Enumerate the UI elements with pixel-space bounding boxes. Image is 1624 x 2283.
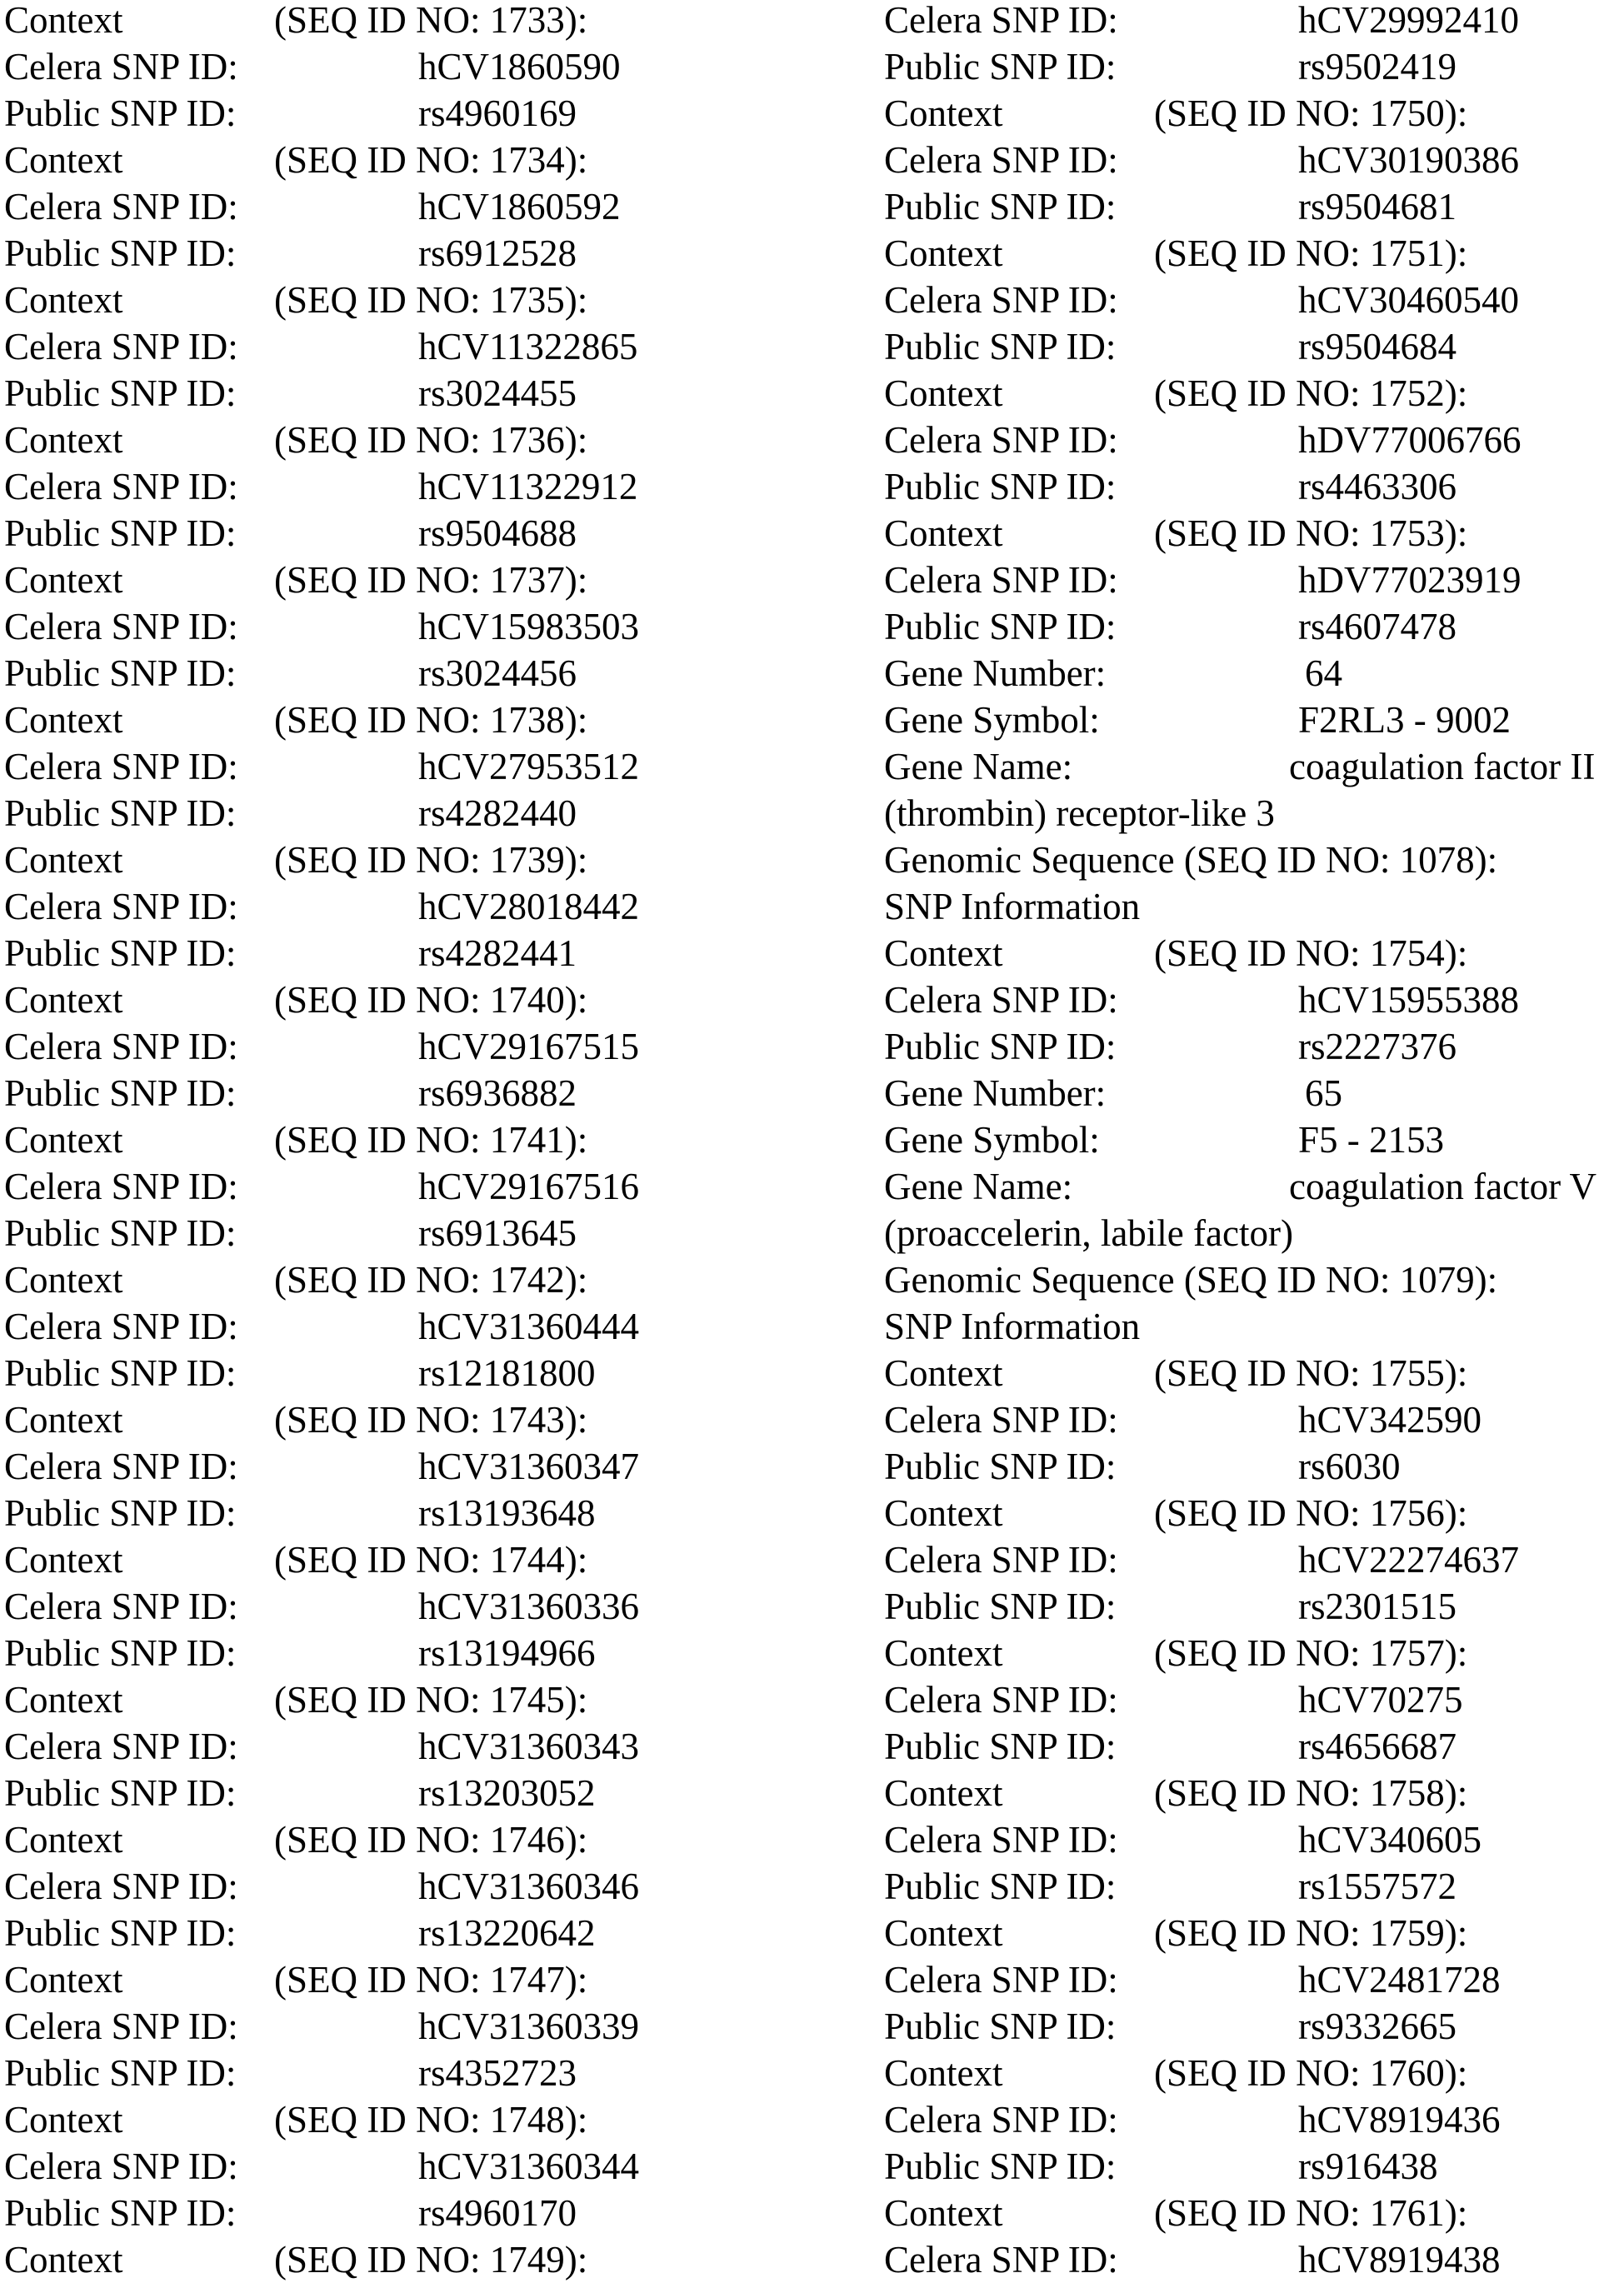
field-value: rs9504688 [418, 510, 577, 557]
field-label: Celera SNP ID: [884, 2096, 1118, 2143]
field-value: rs2227376 [1298, 1023, 1457, 1070]
field-value: (SEQ ID NO: 1749): [274, 2236, 587, 2283]
text-line: Genomic Sequence (SEQ ID NO: 1078): [884, 837, 1497, 883]
field-value: 65 [1305, 1070, 1342, 1117]
field-value: hCV8919436 [1298, 2096, 1501, 2143]
field-label: Public SNP ID: [4, 1630, 236, 1676]
field-label: Context [884, 230, 1003, 277]
field-value: hCV29167516 [418, 1163, 639, 1210]
field-value: (SEQ ID NO: 1740): [274, 977, 587, 1023]
field-value: rs2301515 [1298, 1583, 1457, 1630]
field-label: Context [4, 1816, 123, 1863]
field-label: Public SNP ID: [884, 1863, 1116, 1910]
field-value: (SEQ ID NO: 1750): [1154, 90, 1467, 137]
field-value: (SEQ ID NO: 1739): [274, 837, 587, 883]
field-value: rs916438 [1298, 2143, 1438, 2190]
field-label: Celera SNP ID: [4, 1023, 238, 1070]
field-value: F5 - 2153 [1298, 1117, 1444, 1163]
field-label: Celera SNP ID: [884, 1816, 1118, 1863]
field-value: rs9504684 [1298, 323, 1457, 370]
field-label: Context [884, 2050, 1003, 2096]
field-value: (SEQ ID NO: 1745): [274, 1676, 587, 1723]
field-value: hCV342590 [1298, 1396, 1482, 1443]
field-value: (SEQ ID NO: 1755): [1154, 1350, 1467, 1396]
field-value: hCV15955388 [1298, 977, 1519, 1023]
field-label: Gene Symbol: [884, 1117, 1100, 1163]
field-label: Context [4, 2096, 123, 2143]
field-value: (SEQ ID NO: 1742): [274, 1256, 587, 1303]
field-value: (SEQ ID NO: 1733): [274, 0, 587, 43]
text-line: Genomic Sequence (SEQ ID NO: 1079): [884, 1256, 1497, 1303]
field-value: hCV31360444 [418, 1303, 639, 1350]
field-label: Celera SNP ID: [884, 1956, 1118, 2003]
field-label: Context [884, 510, 1003, 557]
field-value: hCV31360343 [418, 1723, 639, 1770]
field-value: 64 [1305, 650, 1342, 697]
field-label: Celera SNP ID: [4, 323, 238, 370]
field-label: Public SNP ID: [4, 1770, 236, 1816]
text-line: SNP Information [884, 1303, 1140, 1350]
field-label: Public SNP ID: [884, 183, 1116, 230]
field-label: Context [884, 1490, 1003, 1536]
field-label: Context [4, 0, 123, 43]
right-column [884, 0, 1624, 2283]
field-value: hCV28018442 [418, 883, 639, 930]
field-label: Context [4, 137, 123, 183]
field-value: (SEQ ID NO: 1738): [274, 697, 587, 743]
field-value: F2RL3 - 9002 [1298, 697, 1511, 743]
field-value: (SEQ ID NO: 1741): [274, 1117, 587, 1163]
field-value: rs9504681 [1298, 183, 1457, 230]
field-label: Context [4, 1256, 123, 1303]
field-value: (SEQ ID NO: 1756): [1154, 1490, 1467, 1536]
field-value: rs3024455 [418, 370, 577, 417]
field-label: Public SNP ID: [4, 2190, 236, 2236]
field-value: (SEQ ID NO: 1743): [274, 1396, 587, 1443]
field-value: hCV11322865 [418, 323, 637, 370]
field-value: (SEQ ID NO: 1760): [1154, 2050, 1467, 2096]
field-label: Public SNP ID: [4, 90, 236, 137]
field-label: Context [4, 1676, 123, 1723]
field-value: hCV8919438 [1298, 2236, 1501, 2283]
field-value: (SEQ ID NO: 1753): [1154, 510, 1467, 557]
field-value: (SEQ ID NO: 1744): [274, 1536, 587, 1583]
field-label: Celera SNP ID: [4, 1303, 238, 1350]
field-value: (SEQ ID NO: 1751): [1154, 230, 1467, 277]
field-label: Celera SNP ID: [4, 1443, 238, 1490]
field-value: (SEQ ID NO: 1736): [274, 417, 587, 463]
field-label: Celera SNP ID: [884, 1676, 1118, 1723]
field-label: Context [884, 1630, 1003, 1676]
field-label: Public SNP ID: [4, 1350, 236, 1396]
field-label: Context [884, 2190, 1003, 2236]
field-label: Context [884, 930, 1003, 977]
field-value: rs4463306 [1298, 463, 1457, 510]
field-label: Context [4, 277, 123, 323]
field-label: Celera SNP ID: [4, 603, 238, 650]
field-value: hCV15983503 [418, 603, 639, 650]
text-line: SNP Information [884, 883, 1140, 930]
field-value: hCV340605 [1298, 1816, 1482, 1863]
field-value: rs6030 [1298, 1443, 1401, 1490]
field-label: Celera SNP ID: [884, 2236, 1118, 2283]
field-value: (SEQ ID NO: 1754): [1154, 930, 1467, 977]
field-label: Celera SNP ID: [884, 0, 1118, 43]
field-value: hCV22274637 [1298, 1536, 1519, 1583]
field-value: (SEQ ID NO: 1761): [1154, 2190, 1467, 2236]
field-label: Public SNP ID: [884, 1023, 1116, 1070]
field-label: Celera SNP ID: [884, 137, 1118, 183]
field-value: rs4607478 [1298, 603, 1457, 650]
field-value: hCV1860590 [418, 43, 621, 90]
field-label: Celera SNP ID: [4, 1723, 238, 1770]
field-value: rs13194966 [418, 1630, 596, 1676]
field-label: Celera SNP ID: [4, 883, 238, 930]
field-label: Public SNP ID: [884, 1583, 1116, 1630]
field-label: Context [4, 697, 123, 743]
field-label: Public SNP ID: [884, 603, 1116, 650]
field-value: rs9332665 [1298, 2003, 1457, 2050]
field-label: Celera SNP ID: [884, 977, 1118, 1023]
field-label: Context [884, 1350, 1003, 1396]
field-value: (SEQ ID NO: 1734): [274, 137, 587, 183]
field-label: Public SNP ID: [4, 370, 236, 417]
field-value: rs3024456 [418, 650, 577, 697]
field-value: rs13220642 [418, 1910, 596, 1956]
field-label: Public SNP ID: [4, 790, 236, 837]
field-label: Context [884, 90, 1003, 137]
field-label: Context [4, 417, 123, 463]
field-value: rs4282440 [418, 790, 577, 837]
field-value: rs13193648 [418, 1490, 596, 1536]
field-label: Celera SNP ID: [4, 2003, 238, 2050]
field-label: Context [884, 1910, 1003, 1956]
field-label: Celera SNP ID: [4, 2143, 238, 2190]
field-label: Celera SNP ID: [4, 1583, 238, 1630]
field-label: Celera SNP ID: [884, 1536, 1118, 1583]
field-value: rs4352723 [418, 2050, 577, 2096]
field-value: rs6913645 [418, 1210, 577, 1256]
field-label: Gene Name: [884, 743, 1072, 790]
field-value: (SEQ ID NO: 1737): [274, 557, 587, 603]
field-label: Public SNP ID: [884, 2143, 1116, 2190]
field-label: Context [4, 977, 123, 1023]
field-value: hCV31360347 [418, 1443, 639, 1490]
field-value: rs12181800 [418, 1350, 596, 1396]
field-label: Public SNP ID: [4, 230, 236, 277]
field-value: (SEQ ID NO: 1752): [1154, 370, 1467, 417]
field-label: Context [4, 1117, 123, 1163]
field-label: Context [4, 1396, 123, 1443]
field-value: hDV77006766 [1298, 417, 1522, 463]
field-label: Celera SNP ID: [4, 1863, 238, 1910]
field-label: Public SNP ID: [884, 323, 1116, 370]
text-line: (thrombin) receptor-like 3 [884, 790, 1275, 837]
field-label: Celera SNP ID: [884, 1396, 1118, 1443]
field-value: coagulation factor II [1289, 743, 1595, 790]
field-value: rs9502419 [1298, 43, 1457, 90]
field-label: Public SNP ID: [4, 1210, 236, 1256]
field-label: Public SNP ID: [884, 2003, 1116, 2050]
field-value: hCV31360336 [418, 1583, 639, 1630]
field-value: (SEQ ID NO: 1747): [274, 1956, 587, 2003]
field-value: (SEQ ID NO: 1748): [274, 2096, 587, 2143]
field-label: Celera SNP ID: [884, 417, 1118, 463]
field-label: Celera SNP ID: [884, 277, 1118, 323]
field-label: Celera SNP ID: [4, 43, 238, 90]
field-value: (SEQ ID NO: 1735): [274, 277, 587, 323]
field-value: hCV30190386 [1298, 137, 1519, 183]
field-label: Public SNP ID: [884, 463, 1116, 510]
field-value: hCV11322912 [418, 463, 637, 510]
field-value: rs4960170 [418, 2190, 577, 2236]
field-label: Gene Symbol: [884, 697, 1100, 743]
field-label: Celera SNP ID: [4, 1163, 238, 1210]
field-value: rs6912528 [418, 230, 577, 277]
field-value: rs4656687 [1298, 1723, 1457, 1770]
field-label: Celera SNP ID: [4, 183, 238, 230]
field-label: Public SNP ID: [884, 1443, 1116, 1490]
field-label: Public SNP ID: [4, 650, 236, 697]
field-label: Context [4, 557, 123, 603]
field-label: Celera SNP ID: [4, 463, 238, 510]
field-value: hCV2481728 [1298, 1956, 1501, 2003]
field-value: hCV70275 [1298, 1676, 1463, 1723]
field-value: hCV31360346 [418, 1863, 639, 1910]
field-label: Context [884, 1770, 1003, 1816]
field-value: rs4282441 [418, 930, 577, 977]
field-value: (SEQ ID NO: 1758): [1154, 1770, 1467, 1816]
field-label: Context [884, 370, 1003, 417]
field-value: (SEQ ID NO: 1759): [1154, 1910, 1467, 1956]
field-label: Public SNP ID: [4, 2050, 236, 2096]
field-label: Public SNP ID: [4, 1070, 236, 1117]
field-label: Context [4, 1536, 123, 1583]
field-value: rs6936882 [418, 1070, 577, 1117]
field-label: Public SNP ID: [884, 43, 1116, 90]
field-value: (SEQ ID NO: 1757): [1154, 1630, 1467, 1676]
field-value: hCV30460540 [1298, 277, 1519, 323]
field-label: Public SNP ID: [4, 1490, 236, 1536]
field-value: hCV31360344 [418, 2143, 639, 2190]
field-value: hCV31360339 [418, 2003, 639, 2050]
field-label: Gene Number: [884, 1070, 1106, 1117]
field-value: hCV29992410 [1298, 0, 1519, 43]
field-label: Context [4, 1956, 123, 2003]
field-value: coagulation factor V [1289, 1163, 1597, 1210]
field-label: Public SNP ID: [4, 930, 236, 977]
field-value: rs4960169 [418, 90, 577, 137]
field-value: hCV29167515 [418, 1023, 639, 1070]
field-value: hCV27953512 [418, 743, 639, 790]
field-label: Celera SNP ID: [884, 557, 1118, 603]
field-value: rs1557572 [1298, 1863, 1457, 1910]
field-value: hCV1860592 [418, 183, 621, 230]
text-line: (proaccelerin, labile factor) [884, 1210, 1293, 1256]
field-value: (SEQ ID NO: 1746): [274, 1816, 587, 1863]
field-label: Context [4, 2236, 123, 2283]
field-label: Celera SNP ID: [4, 743, 238, 790]
field-label: Gene Name: [884, 1163, 1072, 1210]
field-label: Public SNP ID: [4, 1910, 236, 1956]
field-value: rs13203052 [418, 1770, 596, 1816]
field-label: Public SNP ID: [4, 510, 236, 557]
field-label: Public SNP ID: [884, 1723, 1116, 1770]
left-column [4, 0, 787, 2283]
field-label: Gene Number: [884, 650, 1106, 697]
field-value: hDV77023919 [1298, 557, 1522, 603]
field-label: Context [4, 837, 123, 883]
